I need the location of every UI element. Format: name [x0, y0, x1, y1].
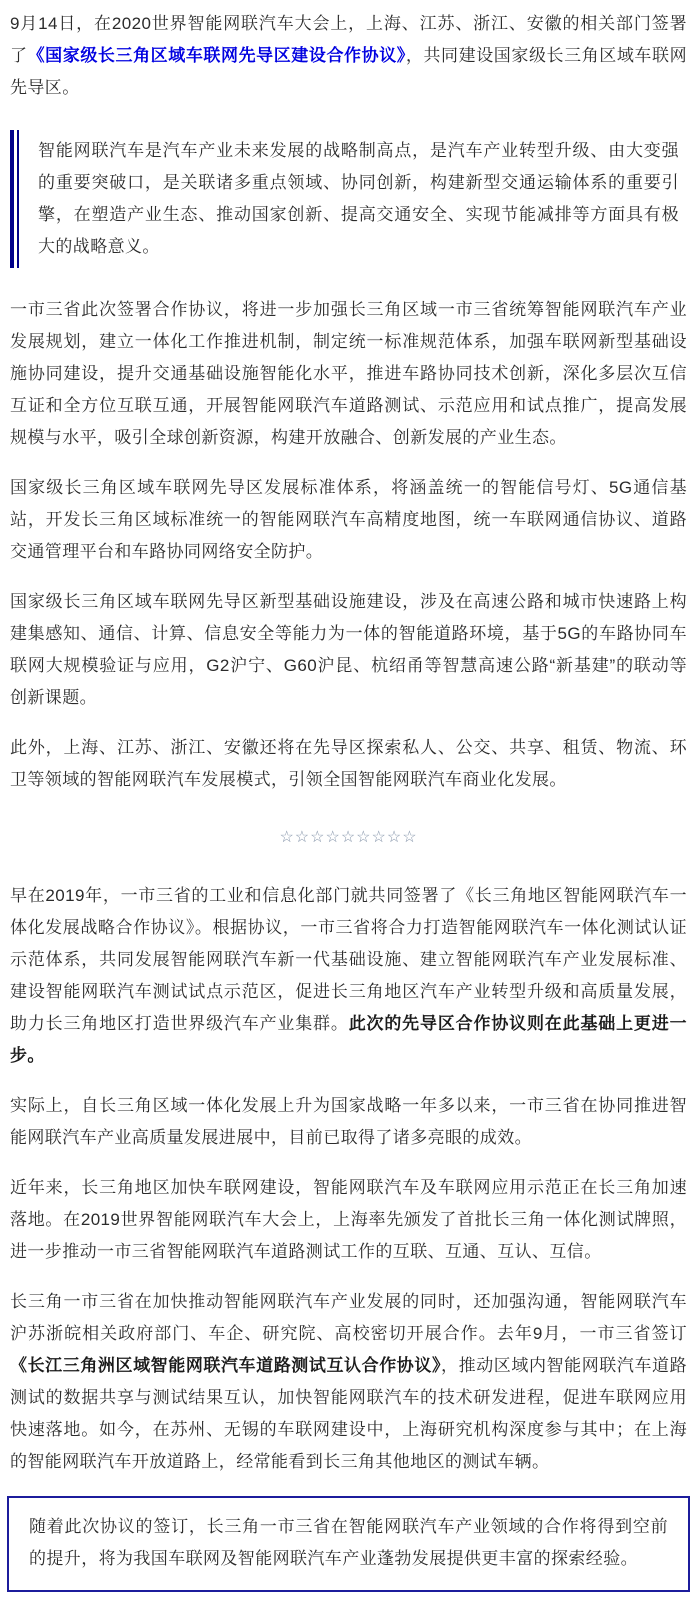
- paragraph-intro: [10, 8, 687, 104]
- paragraph-recent-years: 近年来，长三角地区加快车联网建设，智能网联汽车及车联网应用示范正在长三角加速落地。在2019世界智能网联汽车大会上，上海率先颁发了首批长三角一体化测试牌照，进一步推动一市三省智能网联汽车道路测试工作的互联、互通、互认、互信。: [10, 1178, 687, 1261]
- collaboration-text-before: 长三角一市三省在加快推动智能网联汽车产业发展的同时，还加强沟通，智能网联汽车沪苏浙皖相关政府部门、车企、研究院、高校密切开展合作。去年9月，一市三省签订: [10, 1292, 687, 1343]
- paragraph-cooperation: 一市三省此次签署合作协议，将进一步加强长三角区域一市三省统筹智能网联汽车产业发展规划，建立一体化工作推进机制，制定统一标准规范体系，加强车联网新型基础设施协同建设，提升交通基础设施智能化水平，推进车路协同技术创新，深化多层次互信互证和全方位互联互通，开展智能网联汽车道路测试、示范应用和试点推广，提高发展规模与水平，吸引全球创新资源，构建开放融合、创新发展的产业生态。: [10, 300, 687, 447]
- highlight-quote-text: 智能网联汽车是汽车产业未来发展的战略制高点，是汽车产业转型升级、由大变强的重要突破口，是关联诸多重点领域、协同创新，构建新型交通运输体系的重要引擎，在塑造产业生态、推动国家创新、提高交通安全、实现节能减排等方面具有极大的战略意义。: [17, 130, 687, 268]
- intro-text-after: ，共同建设国家级长三角区域车联网先导区。: [10, 46, 687, 97]
- para-2019-bold-text: 此次的先导区合作协议则在此基础上更进一步。: [10, 1014, 687, 1065]
- para-2019-text: 早在2019年，一市三省的工业和信息化部门就共同签署了《长三角地区智能网联汽车一体化发展战略合作协议》。根据协议，一市三省将合力打造智能网联汽车一体化测试认证示范体系，共同发展智能网联汽车新一代基础设施、建立智能网联汽车产业发展标准、建设智能网联汽车测试试点示范区，促进长三角地区汽车产业转型升级和高质量发展，助力长三角地区打造世界级汽车产业集群。: [10, 886, 687, 1033]
- agreement-link[interactable]: 《国家级长三角区域车联网先导区建设合作协议》: [27, 46, 406, 65]
- paragraph-progress: 实际上，自长三角区域一体化发展上升为国家战略一年多以来，一市三省在协同推进智能网联汽车产业高质量发展进展中，目前已取得了诸多亮眼的成效。: [10, 1096, 687, 1147]
- highlight-quote: [10, 130, 687, 268]
- collaboration-text-after: ，推动区域内智能网联汽车道路测试的数据共享与测试结果互认，加快智能网联汽车的技术研发进程，促进车联网应用快速落地。如今，在苏州、无锡的车联网建设中，上海研究机构深度参与其中；在上海的智能网联汽车开放道路上，经常能看到长三角其他地区的测试车辆。: [10, 1356, 688, 1471]
- paragraph-infrastructure: 国家级长三角区域车联网先导区新型基础设施建设，涉及在高速公路和城市快速路上构建集感知、通信、计算、信息安全等能力为一体的智能道路环境，基于5G的车路协同车联网大规模验证与应用，G2沪宁、G60沪昆、杭绍甬等智慧高速公路“新基建”的联动等创新课题。: [10, 592, 687, 707]
- paragraph-explore: 此外，上海、江苏、浙江、安徽还将在先导区探索私人、公交、共享、租赁、物流、环卫等领域的智能网联汽车发展模式，引领全国智能网联汽车商业化发展。: [10, 738, 687, 789]
- paragraph-2019-agreement: [10, 880, 687, 1072]
- road-test-agreement-bold: 《长江三角洲区域智能网联汽车道路测试互认合作协议》: [10, 1356, 442, 1375]
- paragraph-standards: 国家级长三角区域车联网先导区发展标准体系，将涵盖统一的智能信号灯、5G通信基站，开发长三角区域标准统一的智能网联汽车高精度地图，统一车联网通信协议、道路交通管理平台和车路协同网络安全防护。: [10, 478, 687, 561]
- summary-box: 随着此次协议的签订，长三角一市三省在智能网联汽车产业领域的合作将得到空前的提升，将为我国车联网及智能网联汽车产业蓬勃发展提供更丰富的探索经验。: [7, 1496, 690, 1592]
- intro-text-before: 9月14日，在2020世界智能网联汽车大会上，上海、江苏、浙江、安徽的相关部门签署了: [10, 14, 687, 65]
- star-divider: ☆☆☆☆☆☆☆☆☆: [279, 829, 418, 846]
- paragraph-collaboration: [10, 1286, 687, 1478]
